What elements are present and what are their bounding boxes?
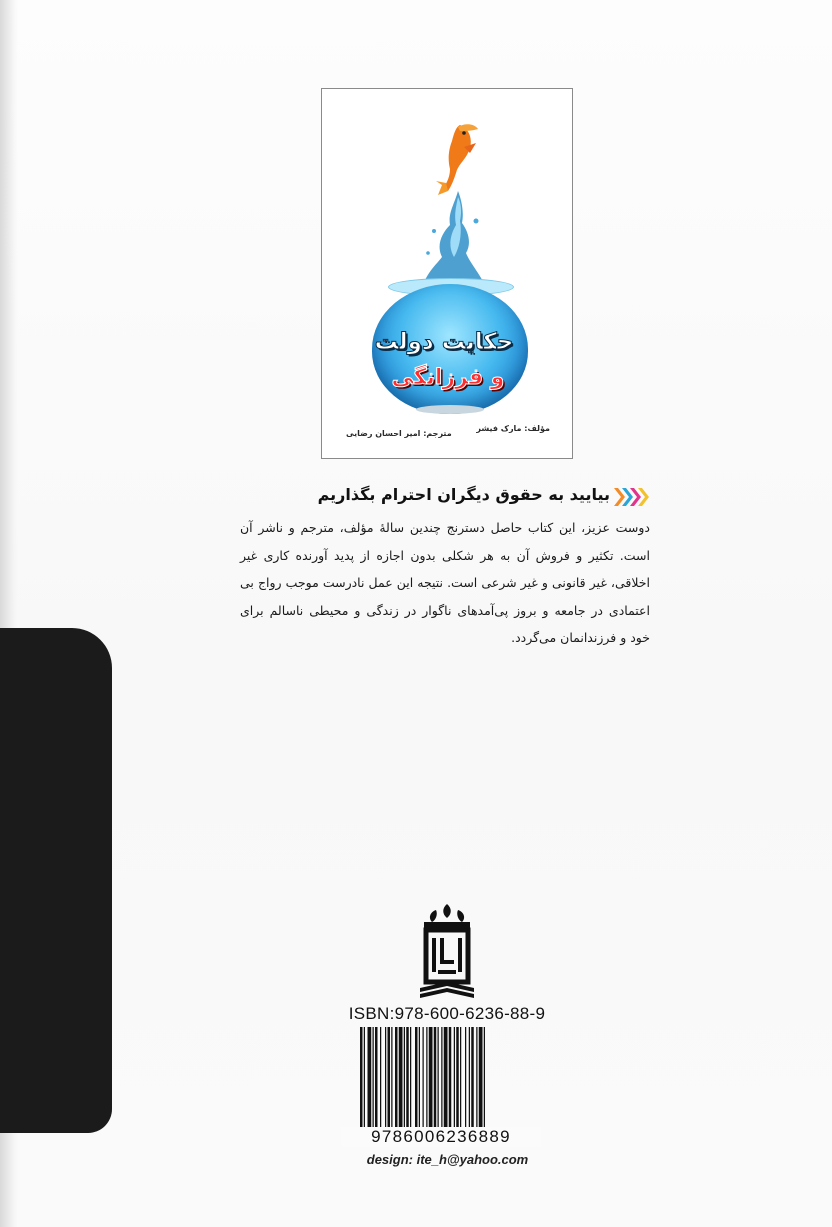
publisher-emblem-icon <box>414 902 480 1000</box>
design-credit: design: ite_h@yahoo.com <box>366 1152 529 1167</box>
goldfish-icon <box>434 121 480 197</box>
copyright-notice-paragraph: دوست عزیز، این کتاب حاصل دسترنج چندین سالهٔ مؤلف، مترجم و ناشر آن است. تکثیر و فروش آن به هر شکلی بدون اجازه از پدید آورنده کاری غیر اخلاقی، غیر قانونی و غیر شرعی است. نتیجه این عمل نادرست موجب رواج بی اعتمادی در جامعه و بروز پی‌آمدهای ناگوار در زندگی و محیطی ناسالم برای خود و فرزندانمان می‌گردد. <box>240 520 650 646</box>
barcode-digits: 9786006236889 <box>341 1127 541 1147</box>
fishbowl-base <box>416 405 484 414</box>
notice-heading-text: بیایید به حقوق دیگران احترام بگذاریم <box>317 485 610 504</box>
copyright-notice-heading <box>300 482 650 512</box>
isbn-barcode <box>358 1027 535 1130</box>
cover-title-line1: حکایت دولت <box>374 329 514 355</box>
book-cover-thumbnail <box>321 88 573 459</box>
cover-author-credit: مؤلف: مارک فیشر <box>476 424 550 433</box>
cover-translator-credit: مترجم: امیر احسان رضایی <box>346 429 452 438</box>
colored-arrows-icon <box>614 488 650 506</box>
water-splash-icon <box>414 191 494 289</box>
isbn-label: ISBN:978-600-6236-88-9 <box>348 1004 546 1023</box>
cover-title-line2: و فرزانگی <box>391 365 505 390</box>
dark-book-edge <box>0 628 112 1133</box>
publisher-logo <box>414 902 480 1000</box>
